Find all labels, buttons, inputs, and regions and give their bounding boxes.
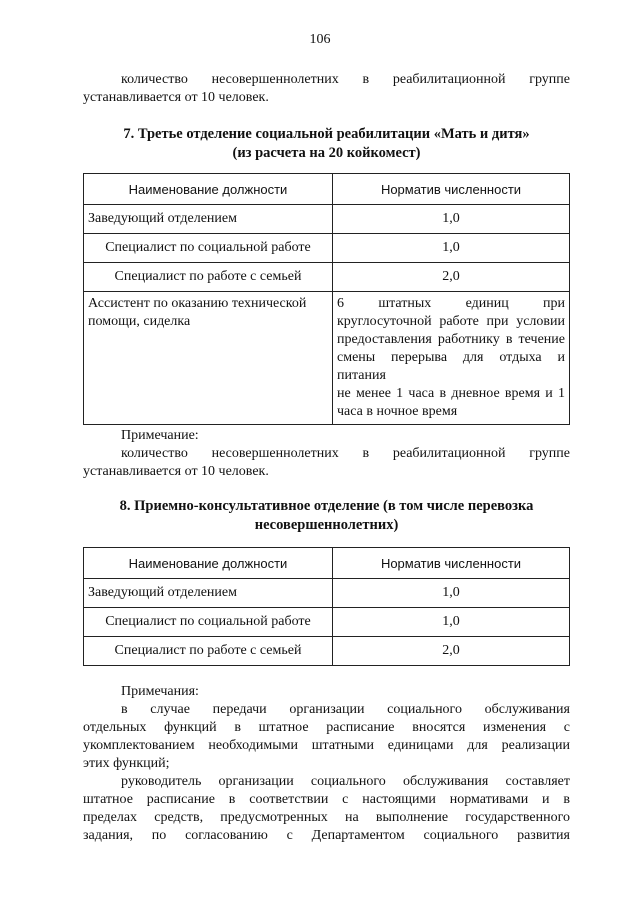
table-header-row — [84, 174, 570, 205]
section-8-notes — [83, 683, 570, 845]
table-row — [84, 205, 570, 234]
text-line: штатное расписание в соответствии с настоящими нормативами и в — [83, 792, 570, 807]
notes-label: Примечания: — [121, 684, 199, 699]
position-cell: Специалист по работе с семьей — [84, 263, 333, 292]
column-header-position: Наименование должности — [84, 174, 333, 205]
section-8-heading — [83, 497, 570, 535]
norm-cell: 1,0 — [333, 205, 570, 234]
cell-line: часа в ночное время — [337, 404, 458, 419]
heading-line: 7. Третье отделение социальной реабилитации «Мать и дитя» — [123, 126, 530, 142]
section-7-staff-table — [83, 173, 570, 425]
position-cell: Заведующий отделением — [84, 579, 333, 608]
position-cell — [84, 292, 333, 425]
norm-cell: 2,0 — [333, 637, 570, 666]
position-cell: Специалист по социальной работе — [84, 608, 333, 637]
column-header-norm: Норматив численности — [333, 548, 570, 579]
table-row — [84, 263, 570, 292]
text-line: отдельных функций в штатное расписание вносятся изменения с — [83, 720, 570, 735]
text-line: устанавливается от 10 человек. — [83, 464, 269, 479]
table-header-row — [84, 548, 570, 579]
position-cell: Специалист по социальной работе — [84, 234, 333, 263]
text-line: устанавливается от 10 человек. — [83, 90, 269, 105]
table-row — [84, 234, 570, 263]
norm-cell: 1,0 — [333, 579, 570, 608]
text-line: задания, по согласованию с Департаментом социального развития — [83, 828, 570, 843]
cell-line: не менее 1 часа в дневное время и 1 — [337, 386, 565, 401]
page-number: 106 — [309, 32, 331, 47]
norm-cell — [333, 292, 570, 425]
text-line: укомплектованием необходимыми штатными единицами для реализации — [83, 738, 570, 753]
heading-line: (из расчета на 20 койкомест) — [232, 145, 421, 161]
section-8-staff-table — [83, 547, 570, 666]
cell-line: помощи, сиделка — [88, 314, 191, 329]
text-line: пределах средств, предусмотренных на выполнение государственного — [83, 810, 570, 825]
heading-line: несовершеннолетних) — [254, 517, 399, 533]
text-line: в случае передачи организации социального обслуживания — [121, 702, 570, 717]
cell-line: 6 штатных единиц при — [337, 296, 565, 311]
cell-line: смены перерыва для отдыха и питания — [337, 350, 565, 383]
text-line: количество несовершеннолетних в реабилитационной группе — [121, 446, 570, 461]
note-label: Примечание: — [121, 428, 199, 443]
text-line: этих функций; — [83, 756, 170, 771]
text-line: количество несовершеннолетних в реабилитационной группе — [121, 72, 570, 87]
norm-cell: 1,0 — [333, 234, 570, 263]
table-row — [84, 608, 570, 637]
position-cell: Заведующий отделением — [84, 205, 333, 234]
column-header-position: Наименование должности — [84, 548, 333, 579]
heading-line: 8. Приемно-консультативное отделение (в том числе перевозка — [119, 498, 534, 514]
table-row — [84, 637, 570, 666]
position-cell: Специалист по работе с семьей — [84, 637, 333, 666]
table-row — [84, 292, 570, 425]
norm-cell: 1,0 — [333, 608, 570, 637]
section-7-note — [83, 427, 570, 481]
cell-line: предоставления работнику в течение — [337, 332, 565, 347]
section-7-heading — [83, 125, 570, 163]
column-header-norm: Норматив численности — [333, 174, 570, 205]
text-line: руководитель организации социального обслуживания составляет — [121, 774, 570, 789]
norm-cell: 2,0 — [333, 263, 570, 292]
table-row — [84, 579, 570, 608]
cell-line: круглосуточной работе при условии — [337, 314, 565, 329]
intro-paragraph — [83, 71, 570, 107]
cell-line: Ассистент по оказанию технической — [88, 296, 307, 311]
